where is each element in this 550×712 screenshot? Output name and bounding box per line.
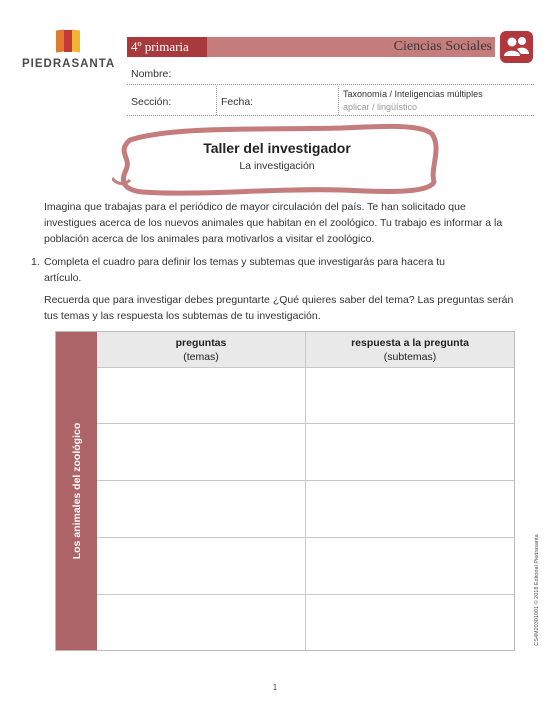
subject-label: Ciencias Sociales xyxy=(393,39,492,54)
page-subtitle: La investigación xyxy=(239,160,315,172)
table-cell-answer[interactable] xyxy=(306,481,514,537)
table-cell-answer[interactable] xyxy=(306,595,514,650)
taxonomy-sublabel: aplicar / lingüístico xyxy=(343,102,418,112)
name-line[interactable] xyxy=(127,84,534,85)
table-cell-question[interactable] xyxy=(97,481,305,537)
divider xyxy=(216,86,217,115)
copyright-note: CS4M20301001 © 2018 Editorial Piedrasanta xyxy=(534,534,540,646)
intro-paragraph: Imagina que trabajas para el periódico de mayor circulación del país. Te han solicitado que investigues acerca de los nuevos animales que habitan en el zoológico. Tu trabajo es informar a la población acerca de los animales para motivarlos a visitar el zoológico. xyxy=(44,201,503,245)
table-cell-answer[interactable] xyxy=(306,368,514,423)
grade-label: 4º primaria xyxy=(127,37,207,57)
section-label: Sección: xyxy=(131,96,172,108)
page-title: Taller del investigador xyxy=(203,140,351,156)
column-header-answers: respuesta a la pregunta (subtemas) xyxy=(351,337,469,363)
form-bottom-line xyxy=(127,115,534,116)
people-icon xyxy=(500,31,533,63)
table-side-label: Los animales del zoológico xyxy=(70,422,83,560)
book-logo-icon xyxy=(56,30,82,54)
task-text: Completa el cuadro para definir los temas y subtemas que investigarás para hacera tu artículo. xyxy=(44,256,445,284)
publisher-name: PIEDRASANTA xyxy=(22,58,116,70)
reminder-paragraph: Recuerda que para investigar debes preguntarte ¿Qué quieres saber del tema? Las preguntas serán tus temas y las respuesta los subtemas de tu investigación. xyxy=(44,294,514,322)
table-cell-question[interactable] xyxy=(97,538,305,594)
page-number: 1 xyxy=(272,683,278,692)
publisher-logo xyxy=(22,30,114,74)
date-label: Fecha: xyxy=(221,96,254,108)
column-header-questions: preguntas (temas) xyxy=(175,337,227,363)
divider xyxy=(338,86,339,115)
table-cell-answer[interactable] xyxy=(306,424,514,480)
taxonomy-label: Taxonomía / Inteligencias múltiples xyxy=(343,89,483,99)
task-number: 1. xyxy=(31,256,40,268)
table-cell-answer[interactable] xyxy=(306,538,514,594)
table-cell-question[interactable] xyxy=(97,424,305,480)
table-cell-question[interactable] xyxy=(97,368,305,423)
name-label: Nombre: xyxy=(131,68,172,80)
table-cell-question[interactable] xyxy=(97,595,305,650)
